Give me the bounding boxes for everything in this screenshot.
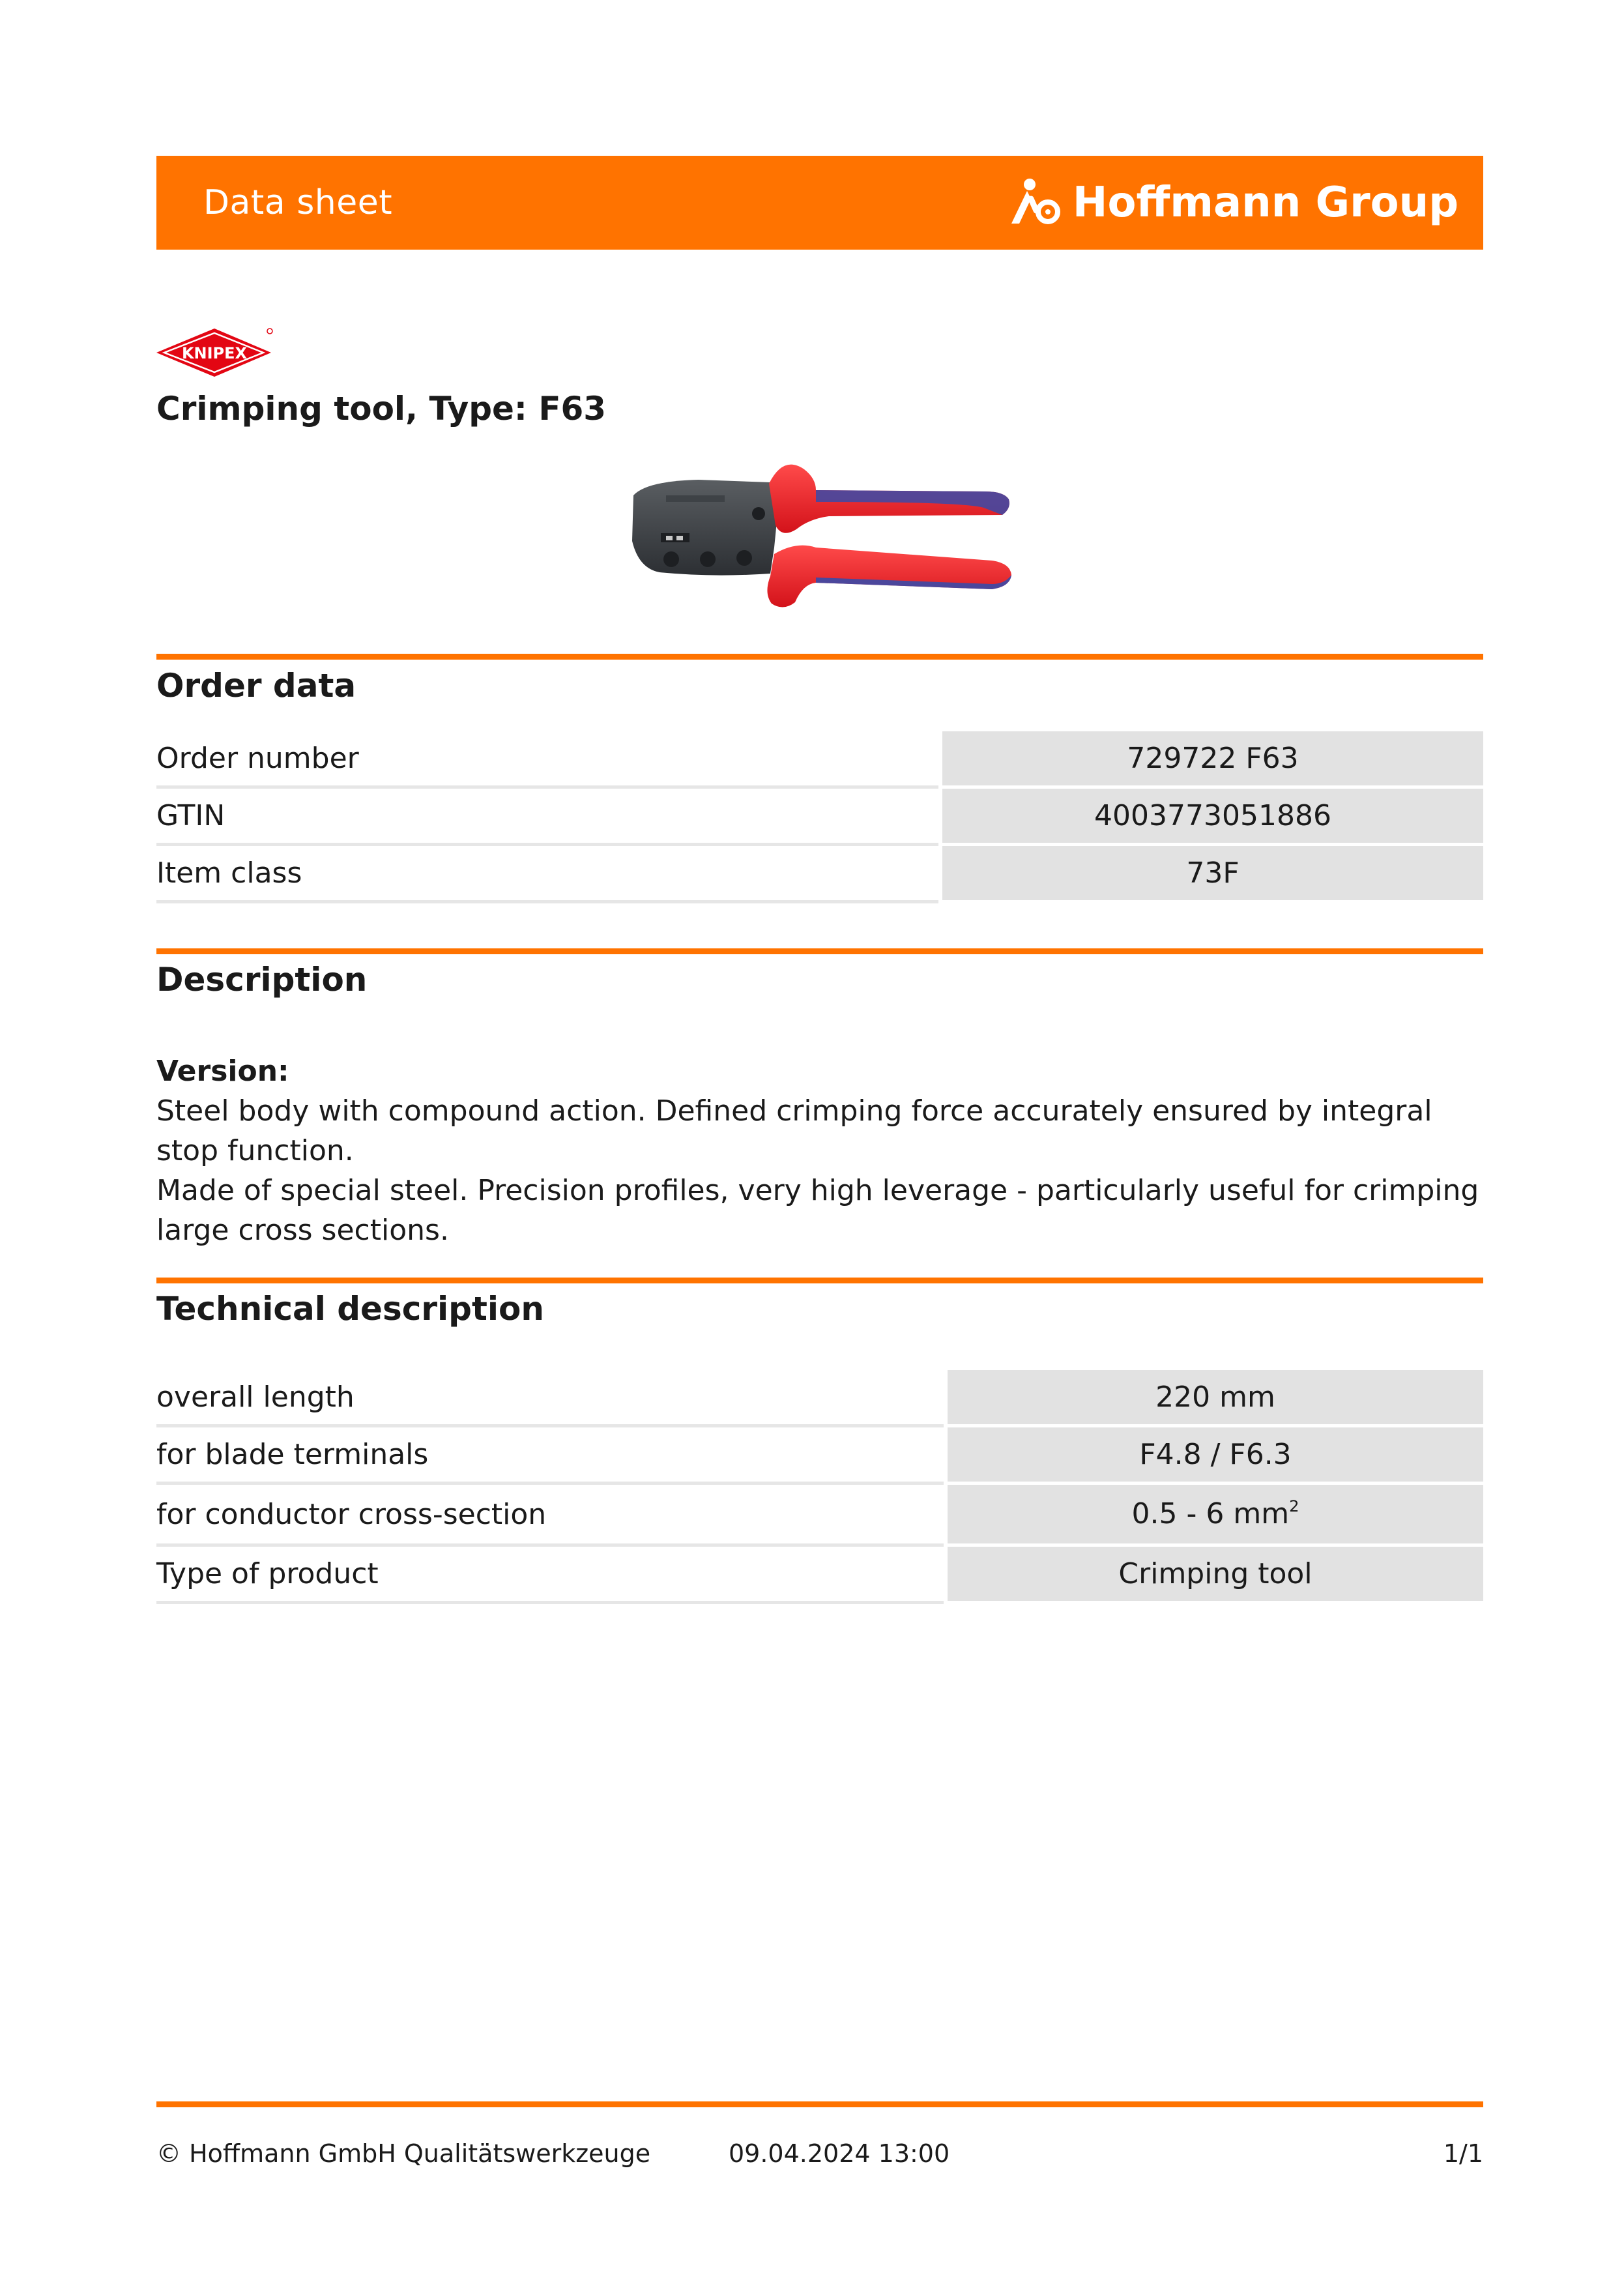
order-data-table: [156, 731, 1483, 903]
table-row: [156, 731, 1483, 789]
header-title: Data sheet: [203, 183, 393, 222]
table-row: [156, 1370, 1483, 1427]
order-number-value: 729722 F63: [942, 731, 1483, 789]
order-number-label: Order number: [156, 731, 938, 789]
description-body: [156, 1051, 1483, 1250]
knipex-logo-text: KNIPEX: [181, 344, 248, 362]
table-row: [156, 1485, 1483, 1547]
cross-section-unit-exponent: 2: [1289, 1497, 1299, 1516]
description-line: Steel body with compound action. Defined crimping force accurately ensured by integral stop function.: [156, 1094, 1432, 1167]
knipex-logo: [155, 326, 274, 379]
hoffmann-logo: [1008, 156, 1458, 250]
cross-section-label: for conductor cross-section: [156, 1485, 944, 1547]
product-image: [620, 456, 1017, 613]
overall-length-value: 220 mm: [948, 1370, 1483, 1427]
table-row: [156, 789, 1483, 846]
item-class-label: Item class: [156, 846, 938, 903]
brand-name: Hoffmann Group: [1072, 179, 1458, 227]
hoffmann-logo-icon: [1008, 177, 1064, 229]
description-line: Made of special steel. Precision profiles, very high leverage - particularly useful for crimping large cross sections.: [156, 1174, 1479, 1247]
cross-section-number: 0.5 - 6 mm: [1131, 1497, 1290, 1531]
footer-datetime: 09.04.2024 13:00: [729, 2139, 950, 2168]
blade-terminals-label: for blade terminals: [156, 1427, 944, 1485]
product-type-value: Crimping tool: [948, 1547, 1483, 1604]
product-title: Crimping tool, Type: F63: [156, 390, 607, 428]
section-divider: [156, 654, 1483, 660]
table-row: [156, 846, 1483, 903]
header-bar: [156, 156, 1483, 250]
cross-section-value: [948, 1485, 1483, 1547]
description-heading: Description: [156, 961, 368, 999]
section-divider: [156, 1278, 1483, 1283]
footer-page-number: 1/1: [1443, 2139, 1483, 2168]
version-label: Version:: [156, 1055, 289, 1088]
item-class-value: 73F: [942, 846, 1483, 903]
table-row: [156, 1547, 1483, 1604]
gtin-label: GTIN: [156, 789, 938, 846]
section-divider: [156, 948, 1483, 954]
footer-divider: [156, 2101, 1483, 2107]
table-row: [156, 1427, 1483, 1485]
product-type-label: Type of product: [156, 1547, 944, 1604]
order-data-heading: Order data: [156, 667, 356, 705]
blade-terminals-value: F4.8 / F6.3: [948, 1427, 1483, 1485]
technical-heading: Technical description: [156, 1290, 544, 1328]
technical-table: [156, 1370, 1483, 1604]
footer-copyright: © Hoffmann GmbH Qualitätswerkzeuge: [156, 2139, 651, 2168]
gtin-value: 4003773051886: [942, 789, 1483, 846]
overall-length-label: overall length: [156, 1370, 944, 1427]
